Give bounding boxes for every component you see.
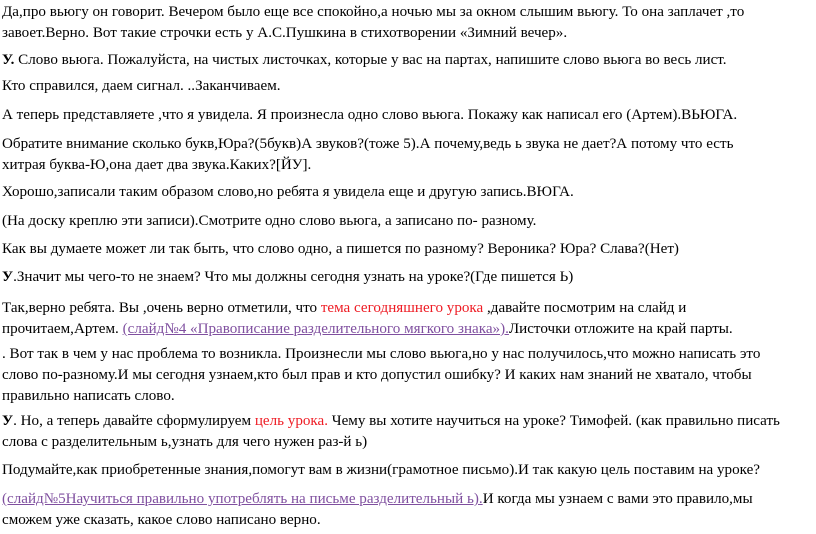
paragraph-10-line-2a: прочитаем,Артем. <box>2 321 123 337</box>
paragraph-5 <box>2 134 810 176</box>
paragraph-10-line-1a: Так,верно ребята. Вы ,очень верно отметили, что <box>2 300 321 316</box>
paragraph-1 <box>2 2 810 44</box>
paragraph-4 <box>2 105 810 126</box>
paragraph-3-text: Кто справился, даем сигнал. ..Заканчиваем. <box>2 78 281 94</box>
paragraph-11 <box>2 344 810 407</box>
paragraph-12-line-1b: Чему вы хотите научиться на уроке? Тимофей. (как правильно писать <box>328 413 780 429</box>
lesson-topic-highlight: тема сегодняшнего урока <box>320 300 484 316</box>
paragraph-13 <box>2 460 810 481</box>
paragraph-7-text: (На доску креплю эти записи).Смотрите одно слово вьюга, а записано по- разному. <box>2 213 537 229</box>
paragraph-1-line-1: Да,про вьюгу он говорит. Вечером было еще все спокойно,а ночью мы за окном слышим вьюгу. То она заплачет ,то <box>2 4 745 20</box>
paragraph-10 <box>2 298 810 340</box>
lesson-goal-highlight: цель урока. <box>254 413 329 429</box>
paragraph-10-line-2b: Листочки отложите на край парты. <box>508 321 733 337</box>
paragraph-9 <box>2 267 810 288</box>
paragraph-8-text: Как вы думаете может ли так быть, что слово одно, а пишется по разному? Вероника? Юра? Слава?(Нет) <box>2 241 679 257</box>
paragraph-6 <box>2 182 810 203</box>
paragraph-9-text: .Значит мы чего-то не знаем? Что мы должны сегодня узнать на уроке?(Где пишется Ь) <box>13 269 574 285</box>
paragraph-2-text: Слово вьюга. Пожалуйста, на чистых листочках, которые у вас на партах, напишите слово вьюга во весь лист. <box>14 52 727 68</box>
paragraph-4-text: А теперь представляете ,что я увидела. Я произнесла одно слово вьюга. Покажу как написал его (Артем).ВЬЮГА. <box>2 107 738 123</box>
paragraph-3 <box>2 76 810 97</box>
paragraph-11-line-1: . Вот так в чем у нас проблема то возникла. Произнесли мы слово вьюга,но у нас получилось,что можно написать это <box>2 346 761 362</box>
paragraph-7 <box>2 211 810 232</box>
paragraph-6-text: Хорошо,записали таким образом слово,но ребята я увидела еще и другую запись.ВЮГА. <box>2 184 574 200</box>
teacher-marker: У. <box>2 52 15 68</box>
paragraph-12 <box>2 411 810 453</box>
teacher-marker: У <box>2 269 14 285</box>
paragraph-14-line-1b: И когда мы узнаем с вами это правило,мы <box>482 491 753 507</box>
paragraph-14-line-2: сможем уже сказать, какое слово написано верно. <box>2 512 321 528</box>
paragraph-12-line-2: слова с разделительным ь,узнать для чего нужен раз-й ь) <box>2 434 368 450</box>
paragraph-10-line-1b: ,давайте посмотрим на слайд и <box>483 300 687 316</box>
paragraph-1-line-2: завоет.Верно. Вот такие строчки есть у А.С.Пушкина в стихотворении «Зимний вечер». <box>2 25 568 41</box>
paragraph-12-line-1a: . Но, а теперь давайте сформулируем <box>13 413 255 429</box>
paragraph-14 <box>2 489 810 531</box>
paragraph-2 <box>2 50 810 71</box>
paragraph-13-text: Подумайте,как приобретенные знания,помогут вам в жизни(грамотное письмо).И так какую цель поставим на уроке? <box>2 462 760 478</box>
slide-5-link[interactable]: (слайд№5Научиться правильно употреблять на письме разделительный ь). <box>2 491 483 507</box>
paragraph-11-line-3: правильно написать слово. <box>2 388 175 404</box>
paragraph-8 <box>2 239 810 260</box>
paragraph-5-line-1: Обратите внимание сколько букв,Юра?(5букв)А звуков?(тоже 5).А почему,ведь ь звука не дает?А потому что есть <box>2 136 734 152</box>
paragraph-5-line-2: хитрая буква-Ю,она дает два звука.Каких?[ЙУ]. <box>2 157 312 173</box>
slide-4-link[interactable]: (слайд№4 «Правописание разделительного мягкого знака»). <box>122 321 509 337</box>
teacher-marker: У <box>2 413 14 429</box>
paragraph-11-line-2: слово по-разному.И мы сегодня узнаем,кто был прав и кто допустил ошибку? И каких нам знаний не хватало, чтобы <box>2 367 752 383</box>
